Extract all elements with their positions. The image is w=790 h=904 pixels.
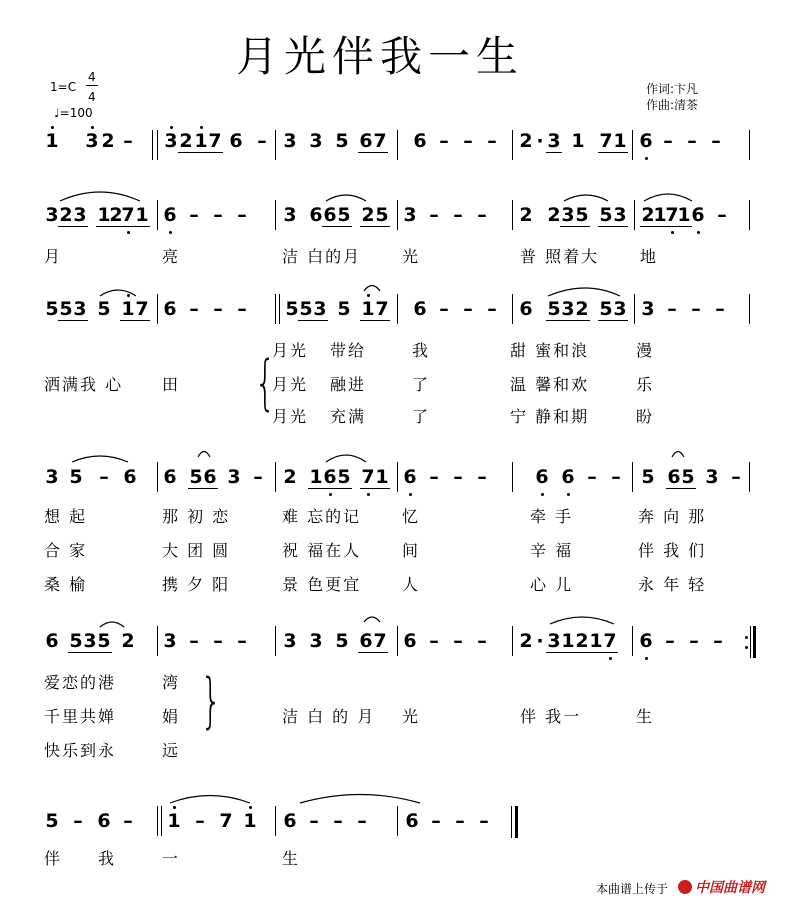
note: 7 (373, 630, 387, 652)
note: 3 (561, 298, 575, 320)
note: 5 (337, 204, 351, 226)
note: 6 (163, 298, 177, 320)
note: 1 (121, 298, 135, 320)
note: 5 (97, 630, 111, 652)
lyric: 月光 (272, 375, 309, 394)
note: 7 (361, 466, 375, 488)
note: 6 (163, 204, 177, 226)
note: 6 (359, 130, 373, 152)
note: 5 (335, 130, 349, 152)
note: 2 (59, 204, 73, 226)
note: 6 (163, 466, 177, 488)
dash: – (477, 630, 487, 652)
note: 3 (283, 204, 297, 226)
note: 5 (599, 204, 613, 226)
note: 3 (641, 298, 655, 320)
dash: – (477, 466, 487, 488)
note: 2 (641, 204, 655, 226)
note: 6 (123, 466, 137, 488)
note: 1 (243, 810, 257, 832)
dash: – (73, 810, 83, 832)
dot: · (536, 130, 544, 152)
note: 5 (335, 630, 349, 652)
lyric: 月光 (272, 407, 309, 426)
note: 6 (405, 810, 419, 832)
lyric: 宁 静和期 (510, 407, 590, 426)
note: 1 (45, 130, 59, 152)
note: 5 (375, 204, 389, 226)
slur (644, 194, 692, 201)
lyric: 田 (162, 375, 181, 394)
lyricist-credit: 作词:卞凡 (646, 82, 699, 96)
note: 3 (73, 204, 87, 226)
lyric: 生 (636, 707, 655, 726)
dash: – (357, 810, 367, 832)
lyric: 光 (402, 707, 421, 726)
note: 7 (208, 130, 222, 152)
note: 2 (519, 130, 533, 152)
lyric: 漫 (636, 341, 655, 360)
lyric: 洁 白 的 月 (282, 707, 376, 726)
note: 3 (83, 630, 97, 652)
lyric: 快乐到永 (44, 741, 117, 760)
slur (100, 290, 136, 296)
dash: – (253, 466, 263, 488)
dash: – (711, 130, 721, 152)
slur (60, 192, 140, 201)
note: 5 (641, 466, 655, 488)
note: 3 (45, 466, 59, 488)
note: 5 (547, 298, 561, 320)
note: 1 (561, 630, 575, 652)
lyric: 甜 蜜和浪 (510, 341, 590, 360)
note: 7 (121, 204, 135, 226)
dash: – (713, 630, 723, 652)
dash: – (237, 298, 247, 320)
dash: – (123, 810, 133, 832)
lyric: 牵 手 (530, 507, 574, 526)
lyric: 生 (282, 849, 301, 868)
dash: – (213, 204, 223, 226)
lyric: 辛 福 (530, 541, 574, 560)
lyric: 普 照着大 (520, 247, 600, 266)
note: 6 (639, 630, 653, 652)
note: 3 (163, 630, 177, 652)
note: 3 (705, 466, 719, 488)
dash: – (611, 466, 621, 488)
slur (72, 456, 128, 462)
dash: – (189, 204, 199, 226)
lyric: 祝 福在人 (282, 541, 362, 560)
note: 1 (361, 298, 375, 320)
lyric: 想 起 (44, 507, 88, 526)
lyric: 亮 (162, 247, 181, 266)
note: 6 (403, 630, 417, 652)
note: 5 (299, 298, 313, 320)
note: 5 (337, 466, 351, 488)
dash: – (123, 130, 133, 152)
note: 2 (547, 204, 561, 226)
composer-credit: 作曲:清茶 (646, 98, 699, 112)
slur (198, 452, 210, 458)
note: 3 (283, 630, 297, 652)
dash: – (237, 204, 247, 226)
note: 6 (45, 630, 59, 652)
note: 3 (227, 466, 241, 488)
note: 6 (667, 466, 681, 488)
note: 6 (323, 204, 337, 226)
lyric: 难 忘的记 (282, 507, 362, 526)
lyric: 一 (162, 849, 181, 868)
slur (326, 195, 366, 201)
note: 2 (121, 630, 135, 652)
lyric: 伴 我 们 (638, 541, 707, 560)
note: 2 (519, 204, 533, 226)
note: 6 (359, 630, 373, 652)
dash: – (195, 810, 205, 832)
note: 5 (97, 298, 111, 320)
note: 7 (599, 130, 613, 152)
dash: – (429, 204, 439, 226)
slur (364, 617, 380, 622)
note: 5 (681, 466, 695, 488)
note: 3 (561, 204, 575, 226)
note: 6 (283, 810, 297, 832)
slur (672, 452, 684, 458)
dash: – (687, 130, 697, 152)
time-signature-top: 4 (88, 70, 96, 84)
note: 1 (135, 204, 149, 226)
note: 7 (135, 298, 149, 320)
note: 2 (179, 130, 193, 152)
slur (564, 195, 608, 201)
brace: } (200, 666, 222, 736)
note: 3 (313, 298, 327, 320)
dash: – (691, 298, 701, 320)
note: 6 (403, 466, 417, 488)
note: 6 (97, 810, 111, 832)
note: 5 (69, 466, 83, 488)
dash: – (213, 298, 223, 320)
dash: – (453, 630, 463, 652)
lyric: 伴 (44, 849, 63, 868)
slur (364, 286, 380, 292)
lyric: 永 年 轻 (638, 575, 707, 594)
slur (100, 622, 124, 627)
lyric: 乐 (636, 375, 655, 394)
brace: { (254, 348, 276, 418)
lyric: 月 (44, 247, 63, 266)
dash: – (487, 298, 497, 320)
note: 1 (167, 810, 181, 832)
note: 3 (309, 130, 323, 152)
lyric: 伴 我一 (520, 707, 582, 726)
lyric: 桑 榆 (44, 575, 88, 594)
note: 3 (613, 298, 627, 320)
lyric: 湾 (162, 673, 181, 692)
lyric: 月光 (272, 341, 309, 360)
lyric: 我 (412, 341, 431, 360)
key-signature: 1=C (50, 80, 77, 94)
dash: – (453, 204, 463, 226)
note: 6 (561, 466, 575, 488)
note: 7 (665, 204, 679, 226)
note: 1 (194, 130, 208, 152)
tempo-marking: ♩=100 (54, 106, 93, 120)
note: 5 (45, 298, 59, 320)
note: 3 (613, 204, 627, 226)
note: 6 (229, 130, 243, 152)
note: 3 (73, 298, 87, 320)
lyric: 我 (98, 849, 117, 868)
note: 5 (575, 204, 589, 226)
lyric: 心 儿 (530, 575, 574, 594)
lyric: 了 (412, 407, 431, 426)
dash: – (663, 130, 673, 152)
note: 5 (285, 298, 299, 320)
note: 2 (575, 298, 589, 320)
dash: – (257, 130, 267, 152)
note: 1 (309, 466, 323, 488)
note: 6 (413, 130, 427, 152)
dash: – (717, 204, 727, 226)
dash: – (429, 466, 439, 488)
note: 6 (309, 204, 323, 226)
dash: – (453, 466, 463, 488)
dash: – (189, 630, 199, 652)
note: 7 (603, 630, 617, 652)
lyric: 带给 (330, 341, 367, 360)
note: 2 (575, 630, 589, 652)
note: 2 (283, 466, 297, 488)
lyric: 远 (162, 741, 181, 760)
note: 5 (69, 630, 83, 652)
lyric: 地 (640, 247, 659, 266)
lyric: 奔 向 那 (638, 507, 707, 526)
note: 3 (283, 130, 297, 152)
note: 6 (691, 204, 705, 226)
lyric: 合 家 (44, 541, 88, 560)
lyric: 那 初 恋 (162, 507, 231, 526)
note: 5 (337, 298, 351, 320)
dash: – (333, 810, 343, 832)
dash: – (237, 630, 247, 652)
lyric: 了 (412, 375, 431, 394)
note: 2 (109, 204, 123, 226)
dash: – (477, 204, 487, 226)
lyric: 盼 (636, 407, 655, 426)
lyric: 景 色更宜 (282, 575, 362, 594)
note: 3 (309, 630, 323, 652)
note: 5 (189, 466, 203, 488)
note: 5 (59, 298, 73, 320)
dash: – (463, 130, 473, 152)
slur (170, 796, 250, 804)
lyric: 充满 (330, 407, 367, 426)
note: 1 (375, 466, 389, 488)
note: 6 (535, 466, 549, 488)
slur (300, 795, 420, 804)
note: 3 (85, 130, 99, 152)
dash: – (213, 630, 223, 652)
dash: – (463, 298, 473, 320)
dash: – (487, 130, 497, 152)
lyric: 间 (402, 541, 421, 560)
note: 6 (323, 466, 337, 488)
note: 1 (613, 130, 627, 152)
note: 1 (677, 204, 691, 226)
slur (550, 617, 614, 624)
upload-credit: 本曲谱上传于 (596, 882, 669, 896)
note: 2 (361, 204, 375, 226)
dash: – (667, 298, 677, 320)
dash: – (479, 810, 489, 832)
note: 1 (571, 130, 585, 152)
note: 3 (164, 130, 178, 152)
dash: – (731, 466, 741, 488)
logo-icon (678, 880, 692, 894)
lyric: 光 (402, 247, 421, 266)
note: 2 (519, 630, 533, 652)
note: 6 (519, 298, 533, 320)
note: 5 (45, 810, 59, 832)
lyric: 融进 (330, 375, 367, 394)
note: 5 (599, 298, 613, 320)
site-logo-text: 中国曲谱网 (695, 880, 765, 896)
site-logo (678, 877, 765, 897)
dash: – (439, 130, 449, 152)
slur (326, 455, 366, 462)
note: 3 (547, 130, 561, 152)
slur (548, 288, 620, 296)
note: 7 (375, 298, 389, 320)
lyric: 忆 (402, 507, 421, 526)
lyric: 千里共婵 (44, 707, 117, 726)
lyric: 大 团 圆 (162, 541, 231, 560)
note: 7 (219, 810, 233, 832)
note: 3 (403, 204, 417, 226)
lyric: 洒满我 心 (44, 375, 124, 394)
note: 6 (203, 466, 217, 488)
lyric: 洁 白的月 (282, 247, 362, 266)
dash: – (665, 630, 675, 652)
dash: – (429, 630, 439, 652)
lyric: 携 夕 阳 (162, 575, 231, 594)
time-signature-bottom: 4 (88, 90, 96, 104)
lyric: 娟 (162, 707, 181, 726)
note: 6 (413, 298, 427, 320)
dash: – (189, 298, 199, 320)
song-title: 月光伴我一生 (235, 32, 524, 81)
note: 1 (589, 630, 603, 652)
note: 3 (547, 630, 561, 652)
dash: – (99, 466, 109, 488)
note: 2 (101, 130, 115, 152)
dash: – (431, 810, 441, 832)
dash: – (715, 298, 725, 320)
note: 1 (97, 204, 111, 226)
dot: · (536, 630, 544, 652)
note: 3 (45, 204, 59, 226)
dash: – (439, 298, 449, 320)
dash: – (587, 466, 597, 488)
lyric: 温 馨和欢 (510, 375, 590, 394)
lyric: 爱恋的港 (44, 673, 117, 692)
dash: – (689, 630, 699, 652)
dash: – (455, 810, 465, 832)
lyric: 人 (402, 575, 421, 594)
note: 1 (653, 204, 667, 226)
note: 7 (373, 130, 387, 152)
note: 6 (639, 130, 653, 152)
dash: – (309, 810, 319, 832)
